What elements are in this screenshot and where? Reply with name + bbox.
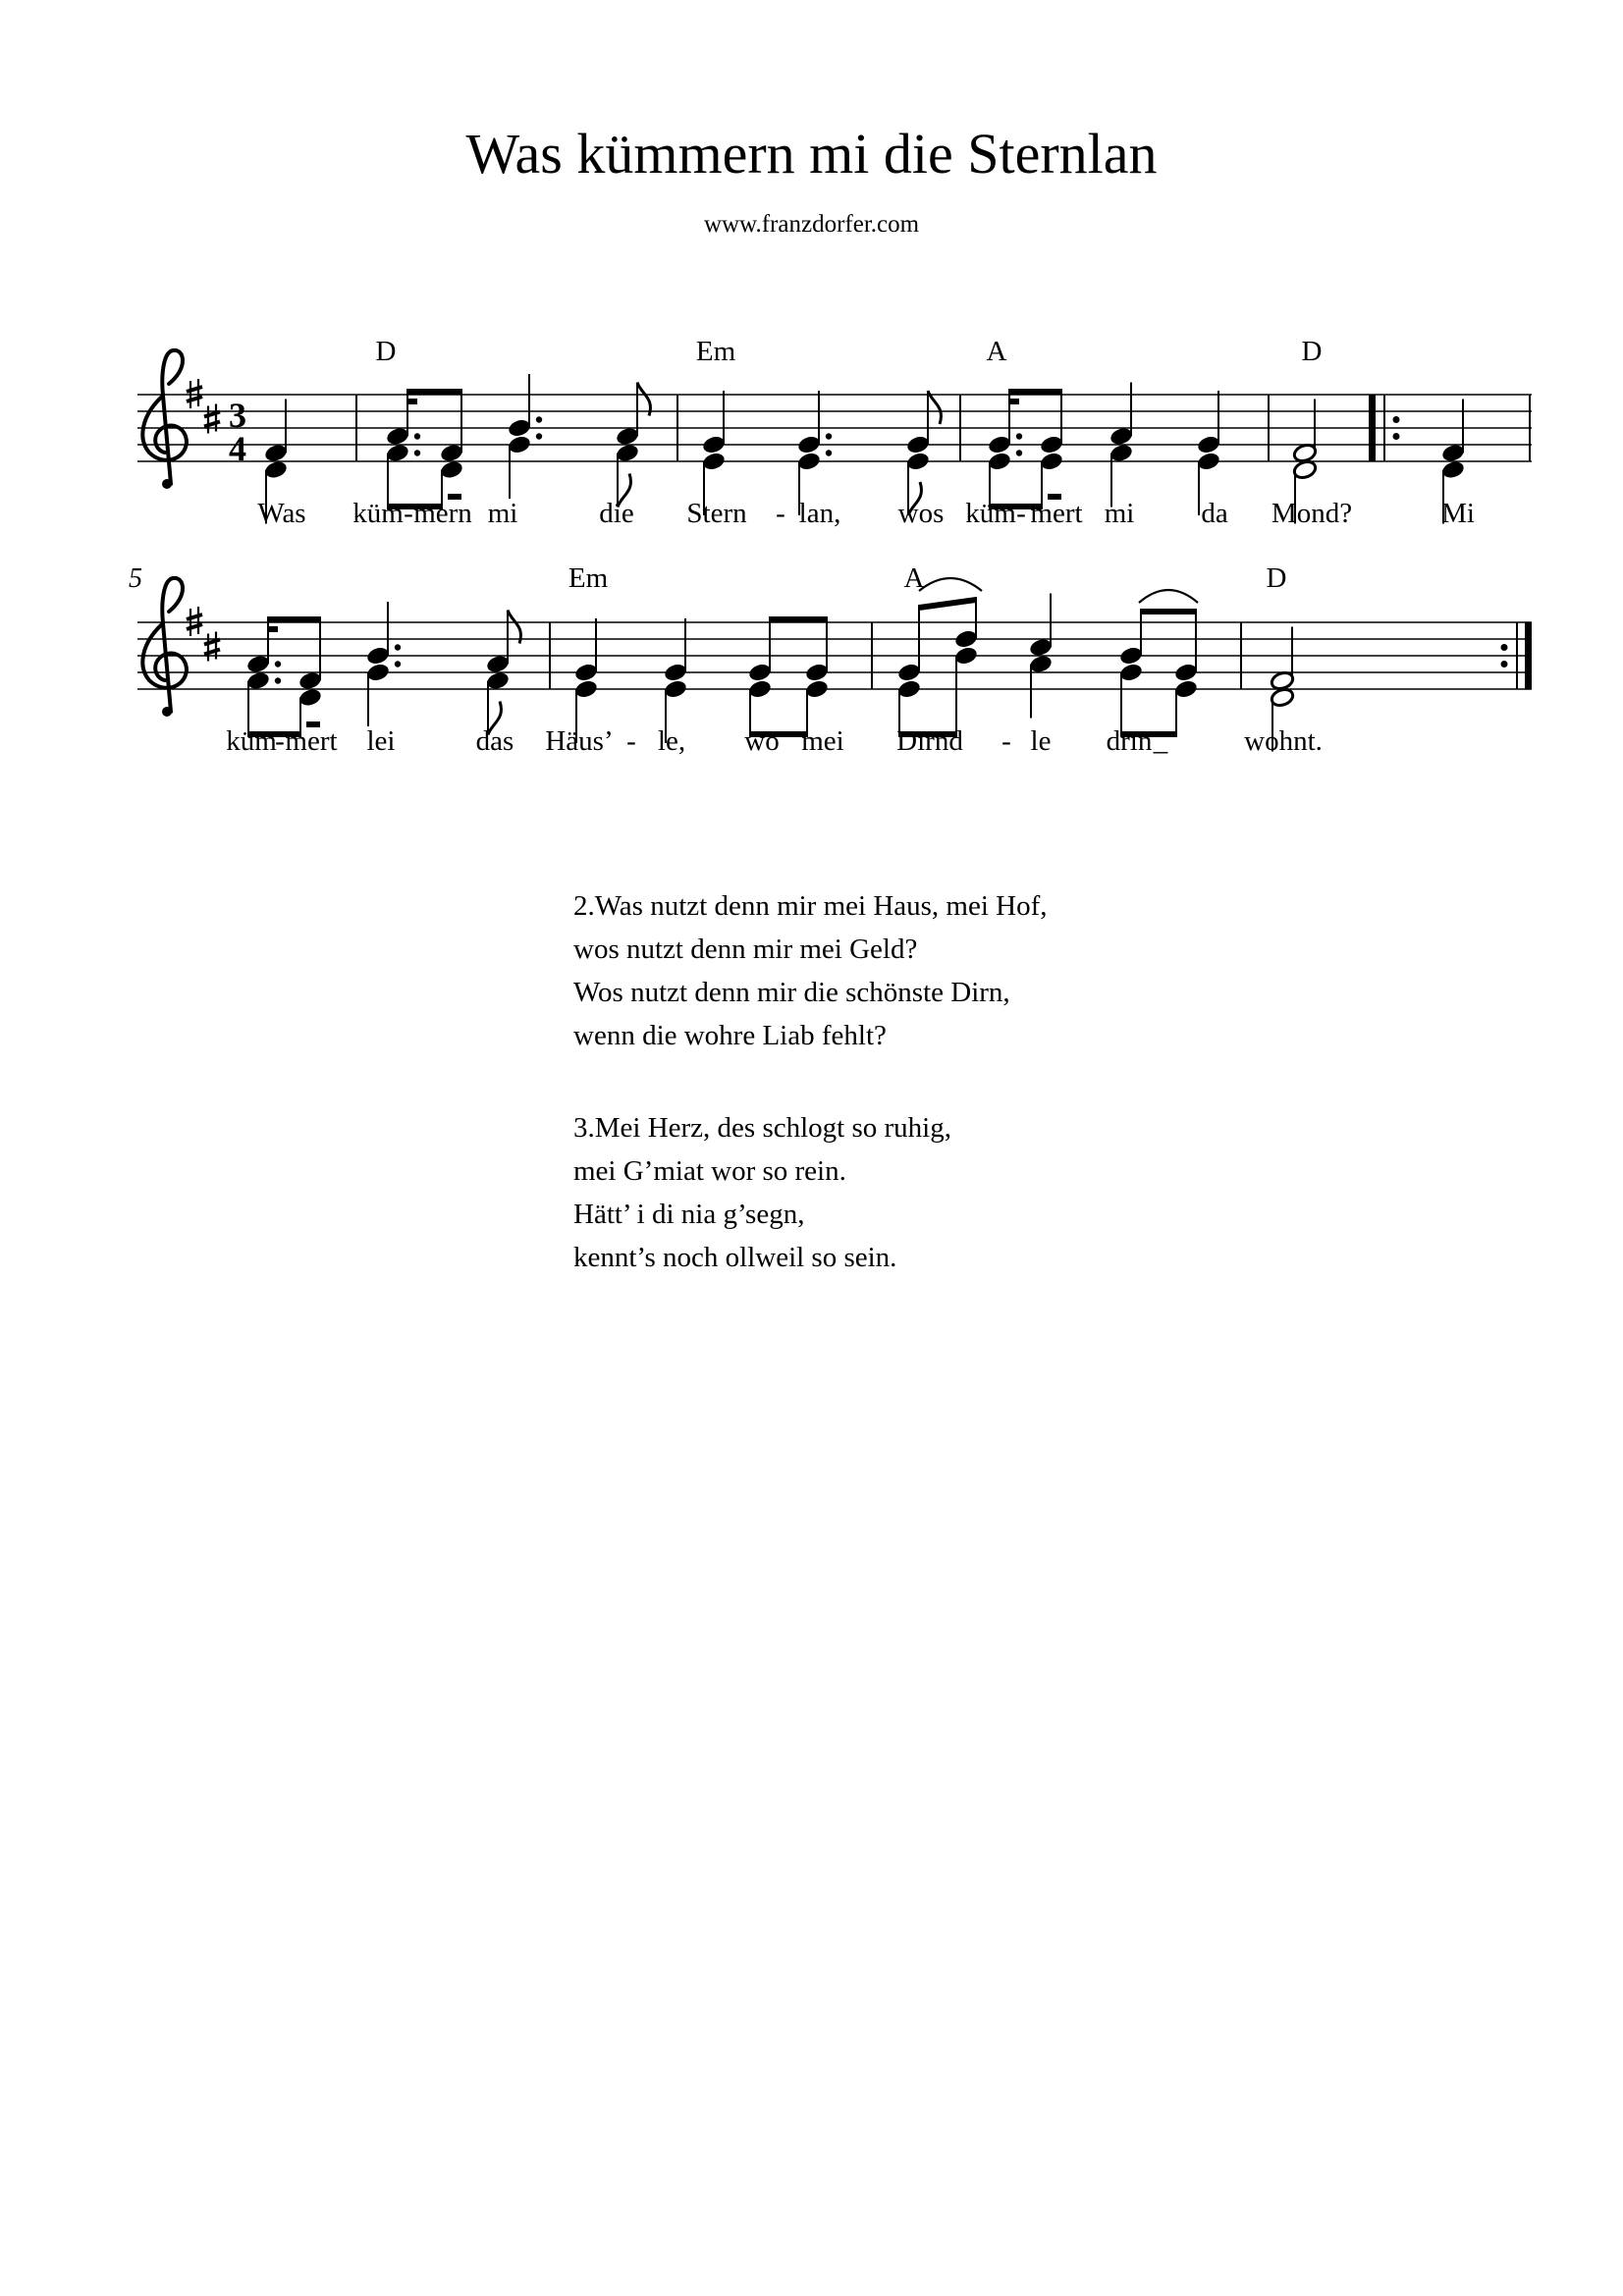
verse-line: Hätt’ i di nia g’segn,: [573, 1199, 805, 1230]
chord-symbol: Em: [695, 336, 736, 367]
verse-line: mei G’miat wor so rein.: [573, 1155, 846, 1187]
lyric-syllable: mi: [487, 498, 518, 529]
lyric-syllable: Dirnd: [896, 725, 963, 757]
chord-symbol: Em: [568, 562, 609, 594]
verse-line: Wos nutzt denn mir die schönste Dirn,: [573, 977, 1010, 1008]
lyric-syllable: mei: [801, 725, 844, 757]
repeat-dot: [1393, 416, 1400, 423]
lyric-syllable: le: [1030, 725, 1052, 757]
sharp-f-icon: [187, 379, 202, 408]
lyric-syllable: mert: [1030, 498, 1083, 529]
dot: [1016, 433, 1022, 439]
lyric-syllable: die: [599, 498, 634, 529]
beam: [407, 389, 461, 395]
repeat-thick-bar: [1369, 395, 1376, 461]
dot: [1016, 450, 1022, 455]
lyric-syllable: -: [275, 725, 285, 757]
dot: [536, 416, 542, 422]
slur: [1139, 590, 1198, 603]
treble-clef-icon: [142, 350, 187, 489]
lyric-syllable: -: [626, 725, 636, 757]
lyric-syllable: le,: [657, 725, 686, 757]
repeat-thick-bar: [1525, 622, 1532, 689]
lyric-syllable: Was: [257, 498, 306, 529]
lyric-syllable: lan,: [798, 498, 841, 529]
lyric-syllable: Mi: [1441, 498, 1475, 529]
repeat-dot: [1501, 644, 1508, 651]
beam: [770, 616, 827, 622]
lyric-syllable: mert: [285, 725, 338, 757]
lyric-syllable: küm: [352, 498, 404, 529]
sharp-f-icon: [187, 607, 202, 636]
lyric-syllable: -: [1001, 725, 1011, 757]
lyric-syllable: küm: [226, 725, 277, 757]
lyric-syllable: drin: [1106, 725, 1153, 757]
dot: [395, 661, 401, 667]
lyric-syllable: -: [1016, 498, 1026, 529]
repeat-dot: [1393, 433, 1400, 440]
dot: [414, 433, 420, 439]
dot: [826, 450, 832, 455]
beam: [919, 597, 976, 611]
sharp-c-icon: [204, 632, 220, 662]
flag: [928, 391, 941, 424]
dot: [414, 450, 420, 455]
sharp-c-icon: [204, 404, 220, 434]
lyric-syllable: mi: [1104, 498, 1135, 529]
lyric-syllable: Mond?: [1271, 498, 1353, 529]
measure-number: 5: [129, 563, 142, 594]
slur: [919, 578, 982, 591]
verse-line: wos nutzt denn mir mei Geld?: [573, 934, 918, 965]
lyric-syllable: -: [404, 498, 413, 529]
chord-symbol: D: [1301, 336, 1323, 367]
lyric-syllable: lei: [366, 725, 396, 757]
sheet-music: [0, 0, 1623, 982]
dot: [275, 661, 281, 667]
chord-symbol: D: [375, 336, 397, 367]
dot: [826, 433, 832, 439]
dot: [275, 677, 281, 683]
treble-clef-icon: [142, 578, 187, 717]
verse-line: 3.Mei Herz, des schlogt so ruhig,: [573, 1112, 951, 1144]
time-signature-top: 3: [229, 396, 246, 435]
repeat-dot: [1501, 661, 1508, 667]
chord-symbol: D: [1266, 562, 1287, 594]
time-signature-bottom: 4: [229, 429, 246, 468]
beam: [1009, 389, 1061, 395]
source-url: www.franzdorfer.com: [703, 211, 920, 238]
lyric-syllable: wos: [897, 498, 945, 529]
lyric-syllable: küm: [965, 498, 1016, 529]
lyric-syllable: das: [475, 725, 514, 757]
verse-line: 2.Was nutzt denn mir mei Haus, mei Hof,: [573, 890, 1048, 922]
system-2: [129, 562, 1532, 757]
beam-16th: [268, 626, 278, 632]
lyric-syllable: _: [1153, 725, 1168, 757]
chord-symbol: A: [986, 336, 1007, 367]
verse-2: [573, 884, 1048, 1057]
lyric-syllable: Stern: [686, 498, 747, 529]
lyric-syllable: -: [776, 498, 785, 529]
verse-3: [573, 1106, 951, 1279]
verse-line: kennt’s noch ollweil so sein.: [573, 1242, 897, 1273]
system-1: [137, 336, 1532, 529]
lyric-syllable: wo: [744, 725, 780, 757]
beam: [1141, 609, 1196, 614]
lyric-syllable: Häus’: [545, 725, 614, 757]
dot: [536, 433, 542, 439]
lyric-syllable: mern: [413, 498, 472, 529]
beam-16th: [407, 399, 417, 404]
lyric-syllable: da: [1201, 498, 1228, 529]
song-title: Was kümmern mi die Sternlan: [465, 122, 1158, 186]
lyric-syllable: wohnt.: [1244, 725, 1323, 757]
dot: [395, 644, 401, 650]
verse-line: wenn die wohre Liab fehlt?: [573, 1020, 887, 1051]
beam: [268, 616, 320, 622]
chord-symbol: A: [903, 562, 925, 594]
beam-16th: [1009, 399, 1019, 404]
